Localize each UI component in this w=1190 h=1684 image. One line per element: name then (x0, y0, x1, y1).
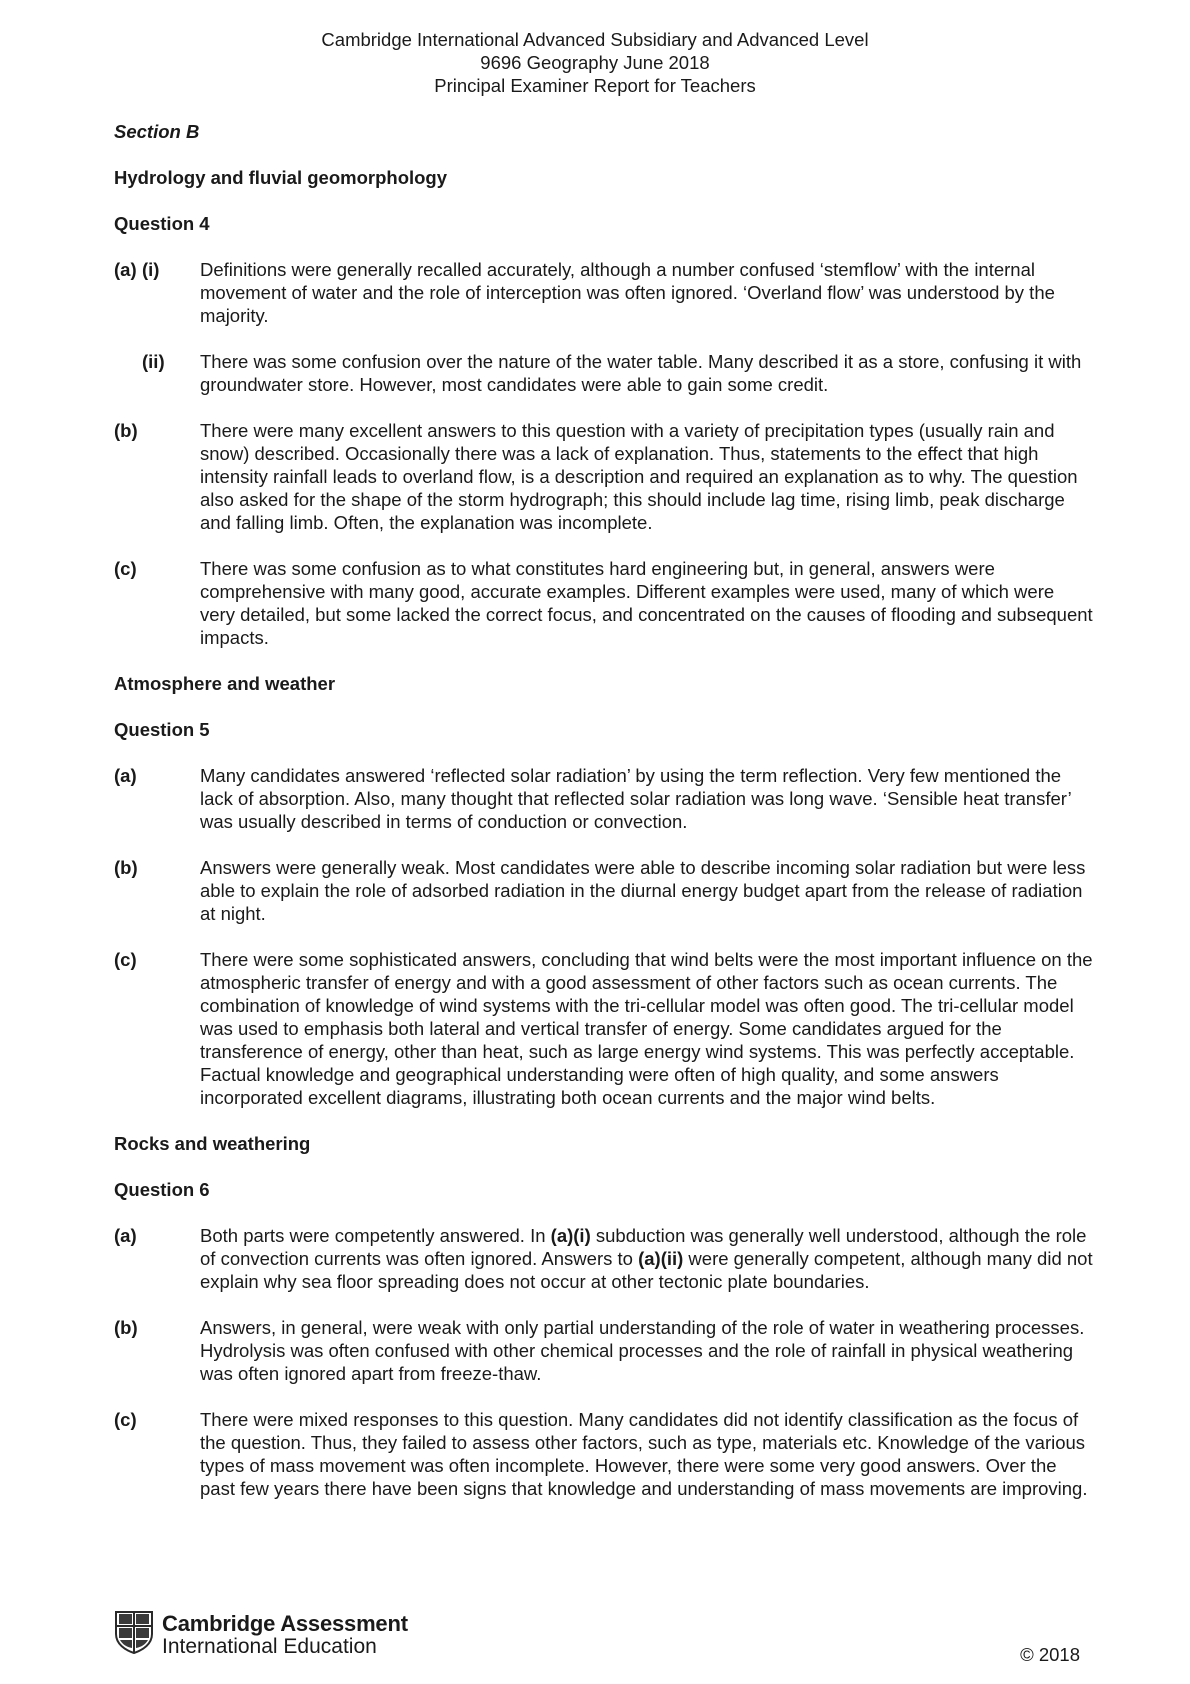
answer-item (114, 948, 1094, 1109)
answer-item (114, 1408, 1094, 1500)
logo-line-1: Cambridge Assessment (162, 1610, 408, 1636)
header-line-1: Cambridge International Advanced Subsidiary and Advanced Level (321, 29, 869, 50)
answer-item (114, 764, 1094, 833)
subpart-label: (ii) (142, 351, 165, 372)
item-label (114, 1316, 200, 1385)
item-label (114, 350, 200, 396)
part-label: (a) (114, 1225, 137, 1246)
copyright-notice: © 2018 (1020, 1644, 1080, 1665)
answer-item (114, 557, 1094, 649)
page-header (0, 28, 1190, 97)
logo-text (162, 1612, 408, 1658)
report-body (114, 120, 1094, 1523)
cambridge-logo (114, 1610, 408, 1659)
question-heading: Question 5 (114, 719, 210, 740)
item-label (114, 557, 200, 649)
answer-item (114, 856, 1094, 925)
item-label (114, 1224, 200, 1293)
part-label: (a) (114, 765, 137, 786)
part-label: (c) (114, 1409, 137, 1430)
question-heading: Question 4 (114, 213, 210, 234)
item-label (114, 1408, 200, 1500)
item-text: Answers were generally weak. Most candidates were able to describe incoming solar radiation but were less able to explain the role of adsorbed radiation in the diurnal energy budget apart from the release of radiation at night. (200, 857, 1086, 924)
answer-item (114, 419, 1094, 534)
cambridge-shield-icon (114, 1610, 154, 1659)
item-text: There was some confusion as to what constitutes hard engineering but, in general, answers were comprehensive with many good, accurate examples. Different examples were used, many of which were very detailed, but some lacked the correct focus, and concentrated on the causes of flooding and subsequent impacts. (200, 558, 1093, 648)
item-text: There were mixed responses to this question. Many candidates did not identify classification as the focus of the question. Thus, they failed to assess other factors, such as type, materials etc. Knowledge of the various types of mass movement was often incomplete. However, there were some very good answers. Over the past few years there have been signs that knowledge and understanding of mass movements are improving. (200, 1409, 1088, 1499)
header-line-2: 9696 Geography June 2018 (480, 52, 710, 73)
answer-item (114, 258, 1094, 327)
item-text: Definitions were generally recalled accurately, although a number confused ‘stemflow’ with the internal movement of water and the role of interception was often ignored. ‘Overland flow’ was understood by the majority. (200, 259, 1055, 326)
topic-title: Rocks and weathering (114, 1133, 311, 1154)
item-text (200, 1224, 1094, 1293)
logo-line-2: International Education (162, 1634, 377, 1658)
answer-item (114, 350, 1094, 396)
item-label (114, 856, 200, 925)
text-run: were generally competent, although many did not explain why sea floor spreading does not occur at other tectonic plate boundaries. (200, 1248, 1093, 1292)
answer-item (114, 1316, 1094, 1385)
text-run: subduction was generally well understood, although the role of convection currents was often ignored. Answers to (200, 1225, 1087, 1269)
item-label (114, 948, 200, 1109)
item-text: There were many excellent answers to this question with a variety of precipitation types (usually rain and snow) described. Occasionally there was a lack of explanation. Thus, statements to the effect that high intensity rainfall leads to overland flow, is a description and required an explanation as to why. The question also asked for the shape of the storm hydrograph; this should include lag time, rising limb, peak discharge and falling limb. Often, the explanation was incomplete. (200, 420, 1078, 533)
topic-title: Atmosphere and weather (114, 673, 336, 694)
subpart-label: (i) (142, 259, 160, 280)
part-label: (c) (114, 949, 137, 970)
part-label: (a) (114, 259, 137, 280)
item-text: Answers, in general, were weak with only partial understanding of the role of water in weathering processes. Hydrolysis was often confused with other chemical processes and the role of rainfall in physical weathering was often ignored apart from freeze-thaw. (200, 1317, 1085, 1384)
text-run: Both parts were competently answered. In (200, 1225, 551, 1246)
item-text: There were some sophisticated answers, concluding that wind belts were the most important influence on the atmospheric transfer of energy and with a good assessment of other factors such as ocean currents. The combination of knowledge of wind systems with the tri-cellular model was often good. The tri-cellular model was used to emphasis both lateral and vertical transfer of energy. Some candidates argued for the transference of energy, other than heat, such as large energy wind systems. This was perfectly acceptable. Factual knowledge and geographical understanding were often of high quality, and some answers incorporated excellent diagrams, illustrating both ocean currents and the major wind belts. (200, 949, 1093, 1108)
item-label (114, 764, 200, 833)
topic-title: Hydrology and fluvial geomorphology (114, 167, 448, 188)
text-run-bold: (a)(i) (550, 1225, 591, 1246)
part-label: (b) (114, 1317, 138, 1338)
answer-item (114, 1224, 1094, 1293)
question-heading: Question 6 (114, 1179, 210, 1200)
item-label (114, 258, 200, 327)
item-text: Many candidates answered ‘reflected solar radiation’ by using the term reflection. Very few mentioned the lack of absorption. Also, many thought that reflected solar radiation was long wave. ‘Sensible heat transfer’ was usually described in terms of conduction or convection. (200, 765, 1072, 832)
part-label: (c) (114, 558, 137, 579)
section-label: Section B (114, 121, 200, 142)
part-label: (b) (114, 420, 138, 441)
part-label: (b) (114, 857, 138, 878)
item-label (114, 419, 200, 534)
text-run-bold: (a)(ii) (638, 1248, 684, 1269)
item-text: There was some confusion over the nature of the water table. Many described it as a store, confusing it with groundwater store. However, most candidates were able to gain some credit. (200, 351, 1082, 395)
header-line-3: Principal Examiner Report for Teachers (434, 75, 756, 96)
